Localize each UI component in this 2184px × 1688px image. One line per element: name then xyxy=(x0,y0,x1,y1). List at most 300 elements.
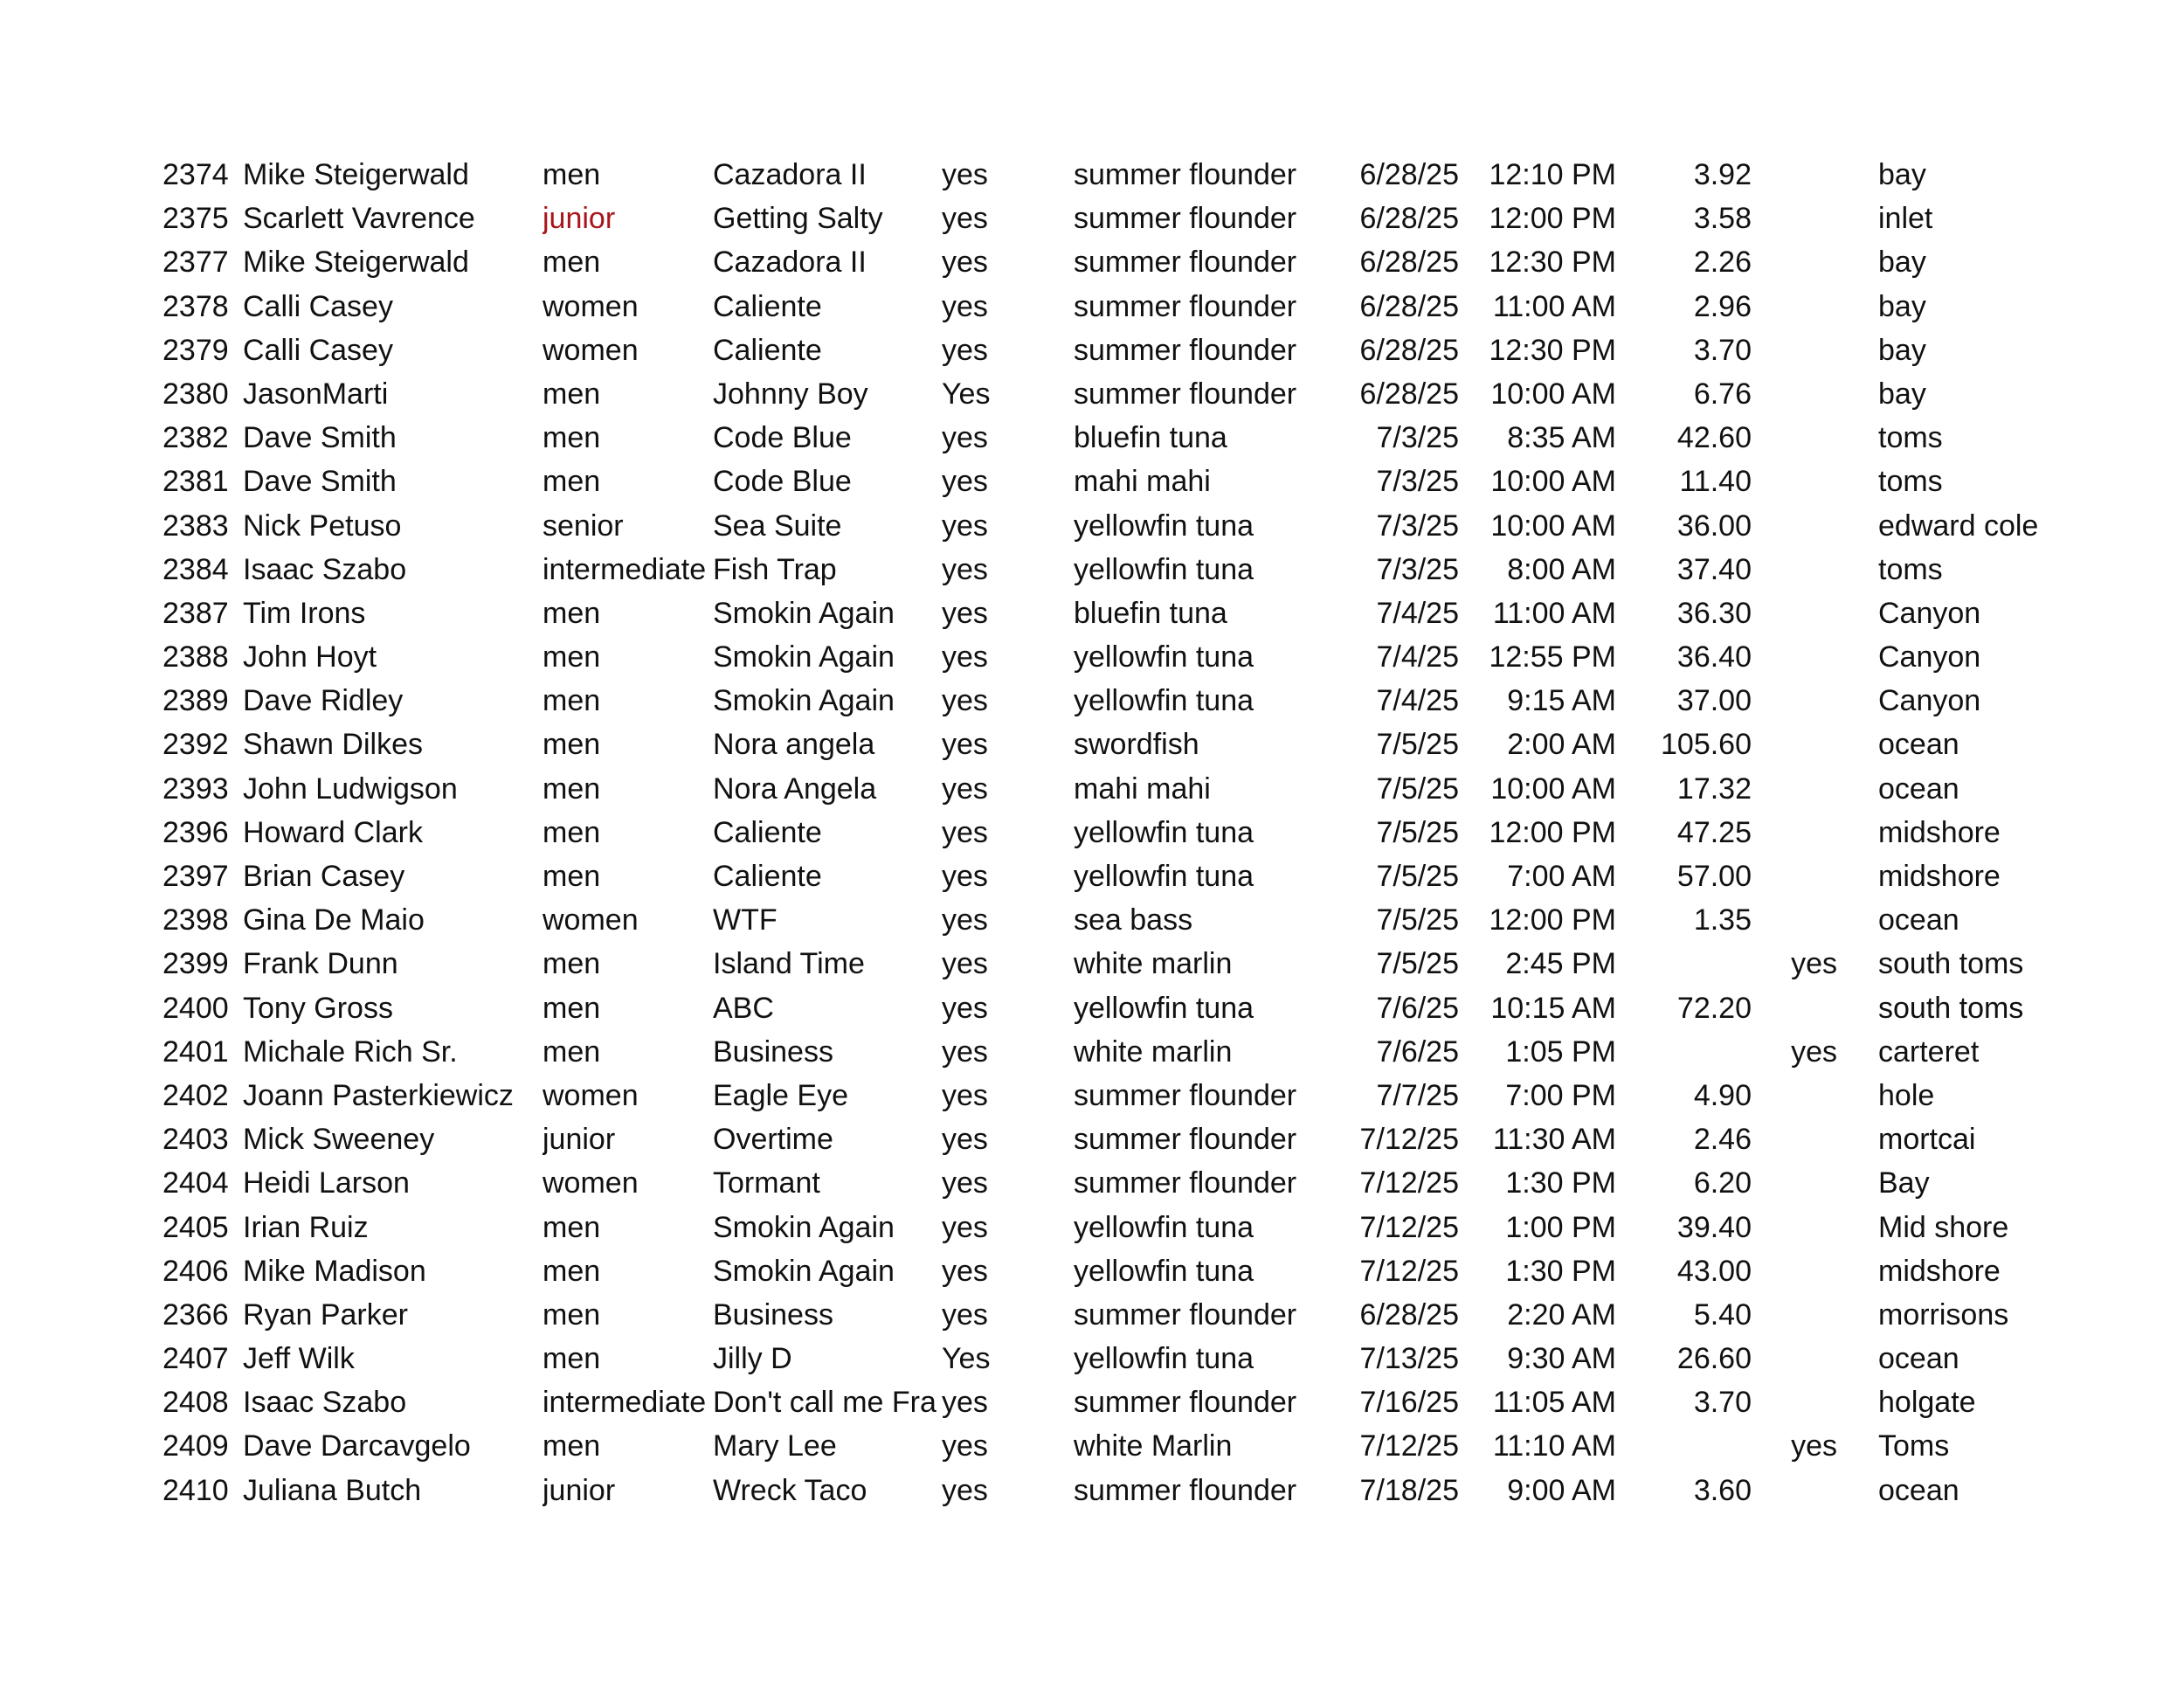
boat-name-cell: Jilly D xyxy=(713,1342,792,1376)
member-flag-cell: yes xyxy=(942,1210,988,1244)
table-row xyxy=(0,679,2184,723)
species-cell: yellowfin tuna xyxy=(1074,684,1254,718)
date-cell: 6/28/25 xyxy=(1359,202,1459,236)
weight-cell xyxy=(1625,1424,1752,1468)
release-flag-cell xyxy=(1787,1293,1837,1337)
member-flag-cell: yes xyxy=(942,158,988,191)
species-cell: summer flounder xyxy=(1074,1297,1297,1332)
time-cell: 8:35 AM xyxy=(1507,421,1616,455)
member-flag-cell: yes xyxy=(942,202,988,236)
boat-name-cell: Getting Salty xyxy=(713,202,883,236)
entry-id-cell: 2392 xyxy=(162,728,229,762)
species-cell: summer flounder xyxy=(1074,1473,1297,1507)
entry-id-cell: 2387 xyxy=(162,596,229,630)
time-cell: 11:10 AM xyxy=(1492,1429,1616,1463)
member-flag-cell: yes xyxy=(942,246,988,280)
release-flag-cell xyxy=(1787,285,1837,329)
location-cell: Canyon xyxy=(1878,684,1981,718)
species-cell: summer flounder xyxy=(1074,1078,1297,1112)
entry-id-cell: 2366 xyxy=(162,1297,229,1332)
member-flag-cell: yes xyxy=(942,1429,988,1463)
entry-id-cell: 2375 xyxy=(162,202,229,236)
weight-cell: 37.40 xyxy=(1676,552,1752,586)
angler-name-cell: Dave Smith xyxy=(243,421,397,455)
species-cell: yellowfin tuna xyxy=(1074,1210,1254,1244)
weight-cell: 42.60 xyxy=(1676,421,1752,455)
entry-id-cell: 2407 xyxy=(162,1342,229,1376)
time-cell: 10:15 AM xyxy=(1490,991,1616,1025)
division-cell: junior xyxy=(543,1123,616,1157)
boat-name-cell: WTF xyxy=(713,903,778,937)
entry-id-cell: 2409 xyxy=(162,1429,229,1463)
location-cell: midshore xyxy=(1878,1254,2001,1288)
species-cell: yellowfin tuna xyxy=(1074,508,1254,543)
boat-name-cell: Caliente xyxy=(713,815,822,849)
time-cell: 8:00 AM xyxy=(1507,552,1616,586)
species-cell: summer flounder xyxy=(1074,1166,1297,1200)
table-row xyxy=(0,1469,2184,1512)
table-row xyxy=(0,635,2184,679)
entry-id-cell: 2380 xyxy=(162,377,229,411)
boat-name-cell: Fish Trap xyxy=(713,552,837,586)
member-flag-cell: yes xyxy=(942,903,988,937)
date-cell: 7/6/25 xyxy=(1376,1034,1459,1069)
location-cell: south toms xyxy=(1878,991,2024,1025)
weight-cell: 57.00 xyxy=(1676,860,1752,893)
angler-name-cell: John Ludwigson xyxy=(243,771,458,806)
member-flag-cell: yes xyxy=(942,1386,988,1420)
boat-name-cell: Caliente xyxy=(713,289,822,323)
division-cell: men xyxy=(543,246,601,280)
date-cell: 7/12/25 xyxy=(1359,1210,1459,1244)
location-cell: mortcai xyxy=(1878,1123,1976,1157)
member-flag-cell: yes xyxy=(942,1473,988,1507)
table-row xyxy=(0,1249,2184,1293)
weight-cell: 37.00 xyxy=(1676,684,1752,718)
time-cell: 1:00 PM xyxy=(1505,1210,1616,1244)
entry-id-cell: 2397 xyxy=(162,860,229,893)
species-cell: yellowfin tuna xyxy=(1074,640,1254,675)
division-cell: men xyxy=(543,1034,601,1069)
boat-name-cell: Johnny Boy xyxy=(713,377,868,411)
boat-name-cell: Code Blue xyxy=(713,421,852,455)
angler-name-cell: Irian Ruiz xyxy=(243,1210,369,1244)
angler-name-cell: Heidi Larson xyxy=(243,1166,410,1200)
species-cell: white marlin xyxy=(1074,947,1233,981)
release-flag-cell xyxy=(1787,591,1837,635)
release-flag-cell xyxy=(1787,240,1837,284)
time-cell: 10:00 AM xyxy=(1490,771,1616,806)
weight-cell: 36.40 xyxy=(1676,640,1752,675)
weight-cell: 72.20 xyxy=(1676,991,1752,1025)
species-cell: white marlin xyxy=(1074,1034,1233,1069)
table-row xyxy=(0,504,2184,548)
time-cell: 11:30 AM xyxy=(1492,1123,1616,1157)
location-cell: Bay xyxy=(1878,1166,1930,1200)
date-cell: 7/5/25 xyxy=(1376,903,1459,937)
time-cell: 12:00 PM xyxy=(1489,202,1616,236)
division-cell: women xyxy=(543,289,639,323)
division-cell: men xyxy=(543,1342,601,1376)
release-flag-cell xyxy=(1787,898,1837,942)
date-cell: 7/12/25 xyxy=(1359,1123,1459,1157)
angler-name-cell: Michale Rich Sr. xyxy=(243,1034,458,1069)
location-cell: bay xyxy=(1878,246,1926,280)
location-cell: carteret xyxy=(1878,1034,1980,1069)
release-flag-cell xyxy=(1787,986,1837,1030)
release-flag-cell xyxy=(1787,416,1837,460)
boat-name-cell: Smokin Again xyxy=(713,684,895,718)
angler-name-cell: Nick Petuso xyxy=(243,508,402,543)
species-cell: yellowfin tuna xyxy=(1074,1342,1254,1376)
member-flag-cell: yes xyxy=(942,289,988,323)
angler-name-cell: Tony Gross xyxy=(243,991,393,1025)
release-flag-cell xyxy=(1787,723,1837,766)
location-cell: south toms xyxy=(1878,947,2024,981)
table-row xyxy=(0,372,2184,416)
weight-cell xyxy=(1625,1030,1752,1074)
release-flag-cell xyxy=(1787,679,1837,723)
table-row xyxy=(0,723,2184,766)
species-cell: sea bass xyxy=(1074,903,1193,937)
entry-id-cell: 2384 xyxy=(162,552,229,586)
release-flag-cell: yes xyxy=(1791,947,1837,981)
entry-id-cell: 2404 xyxy=(162,1166,229,1200)
table-row xyxy=(0,240,2184,284)
boat-name-cell: Nora angela xyxy=(713,728,875,762)
release-flag-cell xyxy=(1787,767,1837,811)
location-cell: edward cole xyxy=(1878,508,2039,543)
entry-id-cell: 2402 xyxy=(162,1078,229,1112)
entry-id-cell: 2377 xyxy=(162,246,229,280)
division-cell: men xyxy=(543,640,601,675)
location-cell: bay xyxy=(1878,289,1926,323)
boat-name-cell: Don't call me Fra xyxy=(713,1386,936,1420)
angler-name-cell: Gina De Maio xyxy=(243,903,425,937)
time-cell: 12:10 PM xyxy=(1489,158,1616,191)
angler-name-cell: Isaac Szabo xyxy=(243,552,407,586)
release-flag-cell xyxy=(1787,1469,1837,1512)
table-row xyxy=(0,329,2184,372)
angler-name-cell: Mick Sweeney xyxy=(243,1123,435,1157)
angler-name-cell: Dave Darcavgelo xyxy=(243,1429,471,1463)
entry-id-cell: 2403 xyxy=(162,1123,229,1157)
weight-cell: 3.92 xyxy=(1693,158,1752,191)
boat-name-cell: Code Blue xyxy=(713,465,852,499)
time-cell: 7:00 PM xyxy=(1505,1078,1616,1112)
time-cell: 11:00 AM xyxy=(1492,596,1616,630)
species-cell: summer flounder xyxy=(1074,1386,1297,1420)
time-cell: 1:30 PM xyxy=(1505,1254,1616,1288)
date-cell: 6/28/25 xyxy=(1359,333,1459,367)
angler-name-cell: Frank Dunn xyxy=(243,947,398,981)
species-cell: yellowfin tuna xyxy=(1074,552,1254,586)
angler-name-cell: Ryan Parker xyxy=(243,1297,408,1332)
release-flag-cell xyxy=(1787,548,1837,591)
table-row xyxy=(0,811,2184,854)
release-flag-cell xyxy=(1787,197,1837,240)
weight-cell: 39.40 xyxy=(1676,1210,1752,1244)
member-flag-cell: yes xyxy=(942,552,988,586)
boat-name-cell: Overtime xyxy=(713,1123,833,1157)
member-flag-cell: yes xyxy=(942,947,988,981)
time-cell: 9:15 AM xyxy=(1507,684,1616,718)
release-flag-cell xyxy=(1787,1249,1837,1293)
location-cell: bay xyxy=(1878,333,1926,367)
member-flag-cell: yes xyxy=(942,860,988,893)
time-cell: 1:05 PM xyxy=(1505,1034,1616,1069)
angler-name-cell: John Hoyt xyxy=(243,640,377,675)
location-cell: Canyon xyxy=(1878,640,1981,675)
weight-cell: 3.70 xyxy=(1693,1386,1752,1420)
weight-cell: 3.60 xyxy=(1693,1473,1752,1507)
weight-cell: 6.76 xyxy=(1693,377,1752,411)
entry-id-cell: 2388 xyxy=(162,640,229,675)
weight-cell: 6.20 xyxy=(1693,1166,1752,1200)
table-row xyxy=(0,460,2184,503)
entry-id-cell: 2410 xyxy=(162,1473,229,1507)
angler-name-cell: Mike Steigerwald xyxy=(243,158,469,191)
weight-cell: 47.25 xyxy=(1676,815,1752,849)
angler-name-cell: Juliana Butch xyxy=(243,1473,422,1507)
location-cell: midshore xyxy=(1878,860,2001,893)
division-cell: men xyxy=(543,771,601,806)
species-cell: yellowfin tuna xyxy=(1074,860,1254,893)
division-cell: senior xyxy=(543,508,624,543)
location-cell: bay xyxy=(1878,377,1926,411)
member-flag-cell: yes xyxy=(942,1123,988,1157)
species-cell: yellowfin tuna xyxy=(1074,1254,1254,1288)
weight-cell: 36.30 xyxy=(1676,596,1752,630)
table-row xyxy=(0,1293,2184,1337)
release-flag-cell xyxy=(1787,1117,1837,1161)
species-cell: summer flounder xyxy=(1074,202,1297,236)
date-cell: 7/3/25 xyxy=(1376,508,1459,543)
table-row xyxy=(0,153,2184,197)
weight-cell xyxy=(1625,942,1752,986)
weight-cell: 2.46 xyxy=(1693,1123,1752,1157)
species-cell: summer flounder xyxy=(1074,1123,1297,1157)
entry-id-cell: 2382 xyxy=(162,421,229,455)
time-cell: 12:55 PM xyxy=(1489,640,1616,675)
table-row xyxy=(0,416,2184,460)
species-cell: mahi mahi xyxy=(1074,771,1211,806)
date-cell: 6/28/25 xyxy=(1359,1297,1459,1332)
division-cell: men xyxy=(543,1429,601,1463)
division-cell: men xyxy=(543,1297,601,1332)
date-cell: 7/3/25 xyxy=(1376,421,1459,455)
species-cell: summer flounder xyxy=(1074,158,1297,191)
division-cell: men xyxy=(543,158,601,191)
angler-name-cell: Joann Pasterkiewicz xyxy=(243,1078,514,1112)
boat-name-cell: Nora Angela xyxy=(713,771,877,806)
release-flag-cell: yes xyxy=(1791,1429,1837,1463)
table-row xyxy=(0,1117,2184,1161)
species-cell: summer flounder xyxy=(1074,289,1297,323)
division-cell: men xyxy=(543,947,601,981)
angler-name-cell: Mike Steigerwald xyxy=(243,246,469,280)
time-cell: 10:00 AM xyxy=(1490,508,1616,543)
location-cell: hole xyxy=(1878,1078,1935,1112)
entry-id-cell: 2408 xyxy=(162,1386,229,1420)
member-flag-cell: Yes xyxy=(942,377,991,411)
entry-id-cell: 2378 xyxy=(162,289,229,323)
time-cell: 10:00 AM xyxy=(1490,377,1616,411)
release-flag-cell xyxy=(1787,504,1837,548)
member-flag-cell: yes xyxy=(942,1254,988,1288)
release-flag-cell xyxy=(1787,1161,1837,1205)
angler-name-cell: Calli Casey xyxy=(243,333,393,367)
date-cell: 7/5/25 xyxy=(1376,947,1459,981)
division-cell: men xyxy=(543,377,601,411)
time-cell: 9:00 AM xyxy=(1507,1473,1616,1507)
weight-cell: 4.90 xyxy=(1693,1078,1752,1112)
release-flag-cell xyxy=(1787,1206,1837,1249)
date-cell: 7/5/25 xyxy=(1376,771,1459,806)
catch-table xyxy=(0,153,2184,1512)
division-cell: men xyxy=(543,1210,601,1244)
entry-id-cell: 2396 xyxy=(162,815,229,849)
member-flag-cell: yes xyxy=(942,596,988,630)
time-cell: 12:30 PM xyxy=(1489,333,1616,367)
boat-name-cell: Eagle Eye xyxy=(713,1078,848,1112)
location-cell: ocean xyxy=(1878,903,1959,937)
table-row xyxy=(0,548,2184,591)
table-row xyxy=(0,1424,2184,1468)
member-flag-cell: yes xyxy=(942,640,988,675)
time-cell: 1:30 PM xyxy=(1505,1166,1616,1200)
date-cell: 7/4/25 xyxy=(1376,640,1459,675)
release-flag-cell xyxy=(1787,372,1837,416)
weight-cell: 11.40 xyxy=(1679,465,1752,499)
table-row xyxy=(0,1074,2184,1117)
date-cell: 7/7/25 xyxy=(1376,1078,1459,1112)
date-cell: 7/18/25 xyxy=(1359,1473,1459,1507)
location-cell: Mid shore xyxy=(1878,1210,2009,1244)
angler-name-cell: Calli Casey xyxy=(243,289,393,323)
angler-name-cell: Brian Casey xyxy=(243,860,405,893)
table-row xyxy=(0,854,2184,898)
location-cell: ocean xyxy=(1878,1473,1959,1507)
angler-name-cell: Dave Smith xyxy=(243,465,397,499)
boat-name-cell: Business xyxy=(713,1297,833,1332)
weight-cell: 2.26 xyxy=(1693,246,1752,280)
division-cell: women xyxy=(543,333,639,367)
weight-cell: 1.35 xyxy=(1693,903,1752,937)
time-cell: 2:45 PM xyxy=(1505,947,1616,981)
member-flag-cell: yes xyxy=(942,1297,988,1332)
release-flag-cell xyxy=(1787,854,1837,898)
table-row xyxy=(0,285,2184,329)
boat-name-cell: Business xyxy=(713,1034,833,1069)
table-row xyxy=(0,898,2184,942)
entry-id-cell: 2405 xyxy=(162,1210,229,1244)
species-cell: yellowfin tuna xyxy=(1074,815,1254,849)
release-flag-cell xyxy=(1787,329,1837,372)
division-cell: men xyxy=(543,684,601,718)
member-flag-cell: yes xyxy=(942,421,988,455)
division-cell: men xyxy=(543,991,601,1025)
species-cell: summer flounder xyxy=(1074,333,1297,367)
weight-cell: 43.00 xyxy=(1676,1254,1752,1288)
boat-name-cell: Caliente xyxy=(713,333,822,367)
weight-cell: 5.40 xyxy=(1693,1297,1752,1332)
release-flag-cell xyxy=(1787,1380,1837,1424)
location-cell: midshore xyxy=(1878,815,2001,849)
species-cell: yellowfin tuna xyxy=(1074,991,1254,1025)
table-row xyxy=(0,1380,2184,1424)
date-cell: 7/12/25 xyxy=(1359,1254,1459,1288)
date-cell: 7/5/25 xyxy=(1376,815,1459,849)
weight-cell: 3.58 xyxy=(1693,202,1752,236)
weight-cell: 105.60 xyxy=(1661,728,1752,762)
time-cell: 7:00 AM xyxy=(1507,860,1616,893)
entry-id-cell: 2389 xyxy=(162,684,229,718)
date-cell: 7/6/25 xyxy=(1376,991,1459,1025)
table-row xyxy=(0,986,2184,1030)
release-flag-cell xyxy=(1787,460,1837,503)
division-cell: men xyxy=(543,728,601,762)
angler-name-cell: Jeff Wilk xyxy=(243,1342,355,1376)
member-flag-cell: yes xyxy=(942,333,988,367)
division-cell: junior xyxy=(543,1473,616,1507)
member-flag-cell: yes xyxy=(942,1078,988,1112)
member-flag-cell: yes xyxy=(942,991,988,1025)
location-cell: bay xyxy=(1878,158,1926,191)
date-cell: 7/5/25 xyxy=(1376,728,1459,762)
time-cell: 12:30 PM xyxy=(1489,246,1616,280)
angler-name-cell: Isaac Szabo xyxy=(243,1386,407,1420)
weight-cell: 3.70 xyxy=(1693,333,1752,367)
date-cell: 7/3/25 xyxy=(1376,465,1459,499)
table-row xyxy=(0,197,2184,240)
table-row xyxy=(0,767,2184,811)
division-cell: intermediate xyxy=(543,1386,707,1420)
angler-name-cell: Dave Ridley xyxy=(243,684,404,718)
boat-name-cell: Island Time xyxy=(713,947,865,981)
location-cell: toms xyxy=(1878,465,1943,499)
boat-name-cell: Smokin Again xyxy=(713,1254,895,1288)
location-cell: Canyon xyxy=(1878,596,1981,630)
boat-name-cell: ABC xyxy=(713,991,774,1025)
species-cell: swordfish xyxy=(1074,728,1199,762)
time-cell: 11:05 AM xyxy=(1492,1386,1616,1420)
boat-name-cell: Wreck Taco xyxy=(713,1473,867,1507)
boat-name-cell: Mary Lee xyxy=(713,1429,837,1463)
table-row xyxy=(0,1337,2184,1380)
division-cell: men xyxy=(543,465,601,499)
date-cell: 6/28/25 xyxy=(1359,158,1459,191)
time-cell: 10:00 AM xyxy=(1490,465,1616,499)
division-cell: men xyxy=(543,815,601,849)
member-flag-cell: yes xyxy=(942,771,988,806)
entry-id-cell: 2399 xyxy=(162,947,229,981)
date-cell: 6/28/25 xyxy=(1359,246,1459,280)
location-cell: ocean xyxy=(1878,728,1959,762)
date-cell: 6/28/25 xyxy=(1359,377,1459,411)
date-cell: 7/4/25 xyxy=(1376,596,1459,630)
boat-name-cell: Caliente xyxy=(713,860,822,893)
species-cell: white Marlin xyxy=(1074,1429,1233,1463)
member-flag-cell: Yes xyxy=(942,1342,991,1376)
angler-name-cell: Shawn Dilkes xyxy=(243,728,423,762)
boat-name-cell: Sea Suite xyxy=(713,508,842,543)
location-cell: holgate xyxy=(1878,1386,1976,1420)
weight-cell: 26.60 xyxy=(1676,1342,1752,1376)
table-row xyxy=(0,1161,2184,1205)
time-cell: 12:00 PM xyxy=(1489,903,1616,937)
boat-name-cell: Smokin Again xyxy=(713,596,895,630)
